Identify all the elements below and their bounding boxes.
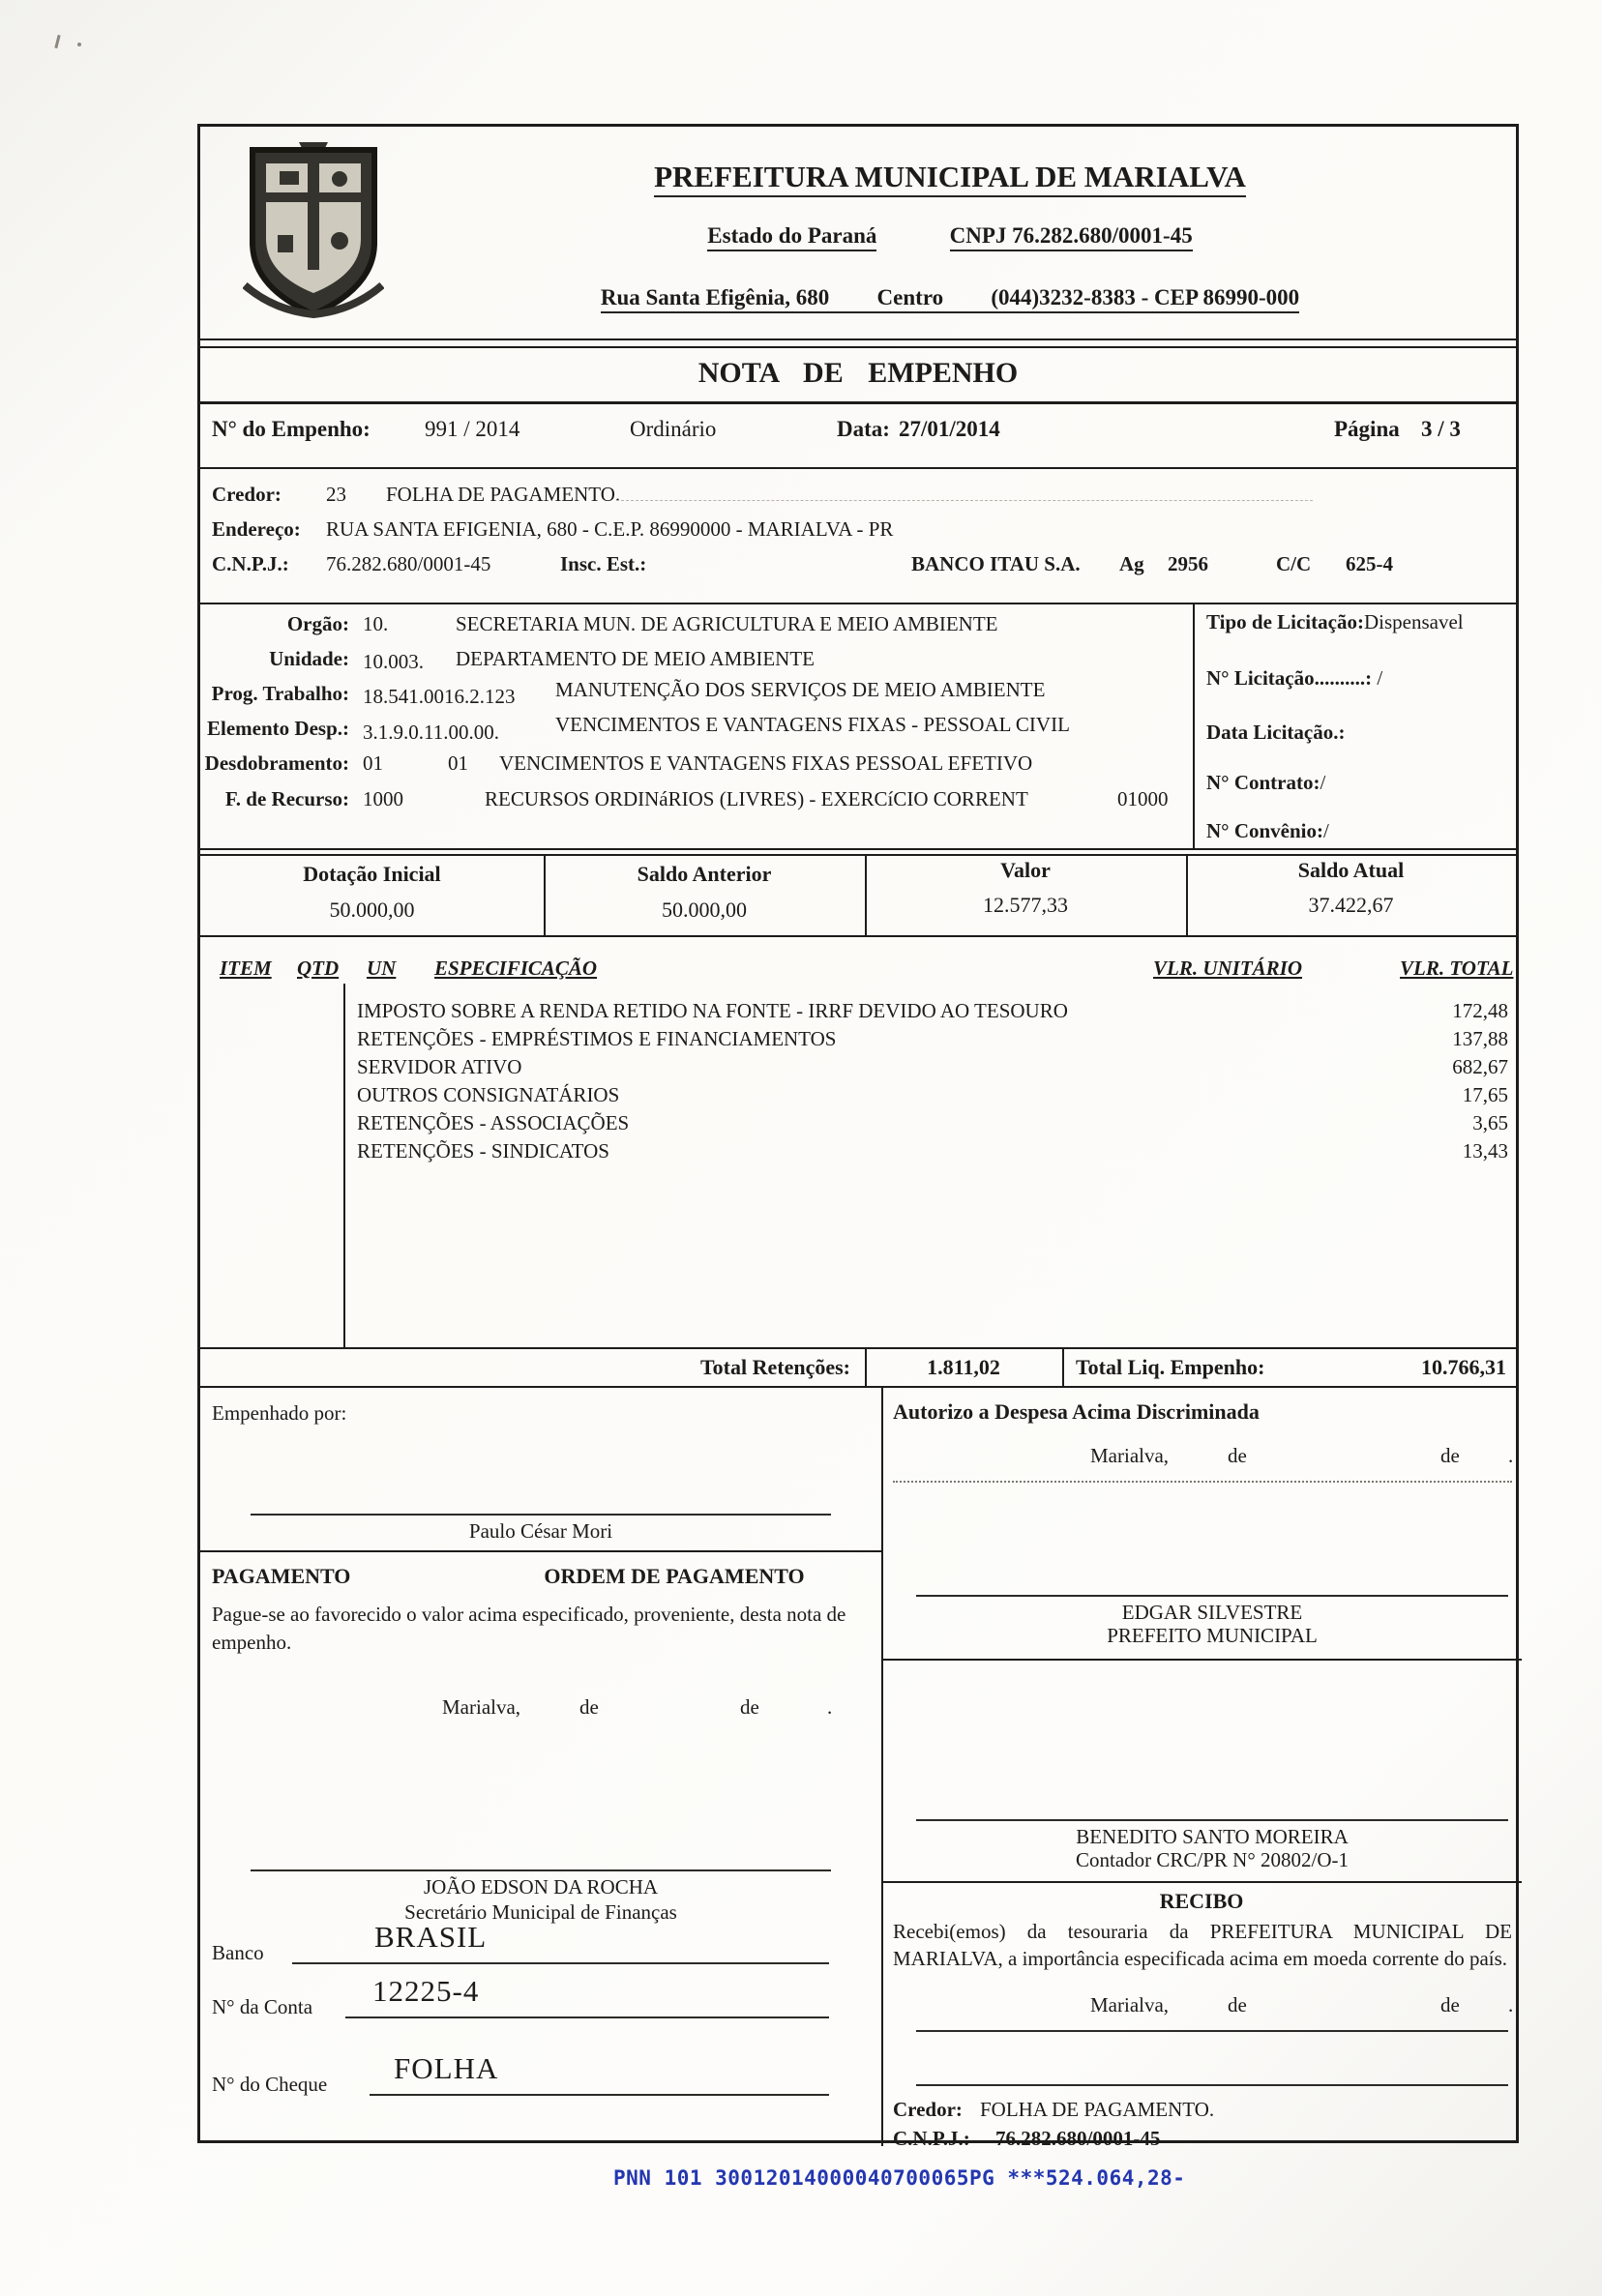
recibo-titulo: RECIBO xyxy=(1159,1889,1244,1913)
empenho-pagina-label: Página xyxy=(1334,417,1400,441)
item-vlr-total: 3,65 xyxy=(1472,1111,1508,1134)
saldos-valor-atual: 37.422,67 xyxy=(1308,893,1394,917)
desdobramento-codigo: 01 xyxy=(363,751,383,775)
coat-of-arms-graphic xyxy=(243,140,384,318)
licitacao-numero-row xyxy=(1206,666,1382,691)
header-district: Centro xyxy=(876,285,944,309)
cnpj-valor: 76.282.680/0001-45 xyxy=(326,552,491,575)
recibo-credor-valor: FOLHA DE PAGAMENTO. xyxy=(980,2098,1215,2121)
recurso-codigo: 1000 xyxy=(363,787,403,810)
licitacao-tipo-row xyxy=(1206,610,1464,634)
signature-line xyxy=(916,2030,1508,2032)
credor-nome: FOLHA DE PAGAMENTO. xyxy=(386,483,621,506)
header-address: Rua Santa Efigênia, 680 xyxy=(600,285,830,309)
secretario-nome: JOÃO EDSON DA ROCHA xyxy=(423,1875,659,1899)
cheque-valor-datilografado: FOLHA xyxy=(394,2051,499,2085)
saldos-header-dotacao: Dotação Inicial xyxy=(303,862,441,886)
pagamento-local: Marialva, xyxy=(442,1695,521,1719)
convenio-row xyxy=(1206,819,1329,843)
prefeito-cargo: PREFEITO MUNICIPAL xyxy=(1107,1624,1318,1647)
agencia-label: Ag xyxy=(1119,552,1144,575)
divider xyxy=(343,984,345,1347)
unidade-label: Unidade: xyxy=(269,647,349,670)
cnpj-label: C.N.P.J.: xyxy=(212,552,289,575)
itens-header-especificacao: ESPECIFICAÇÃO xyxy=(434,957,598,980)
item-vlr-total: 137,88 xyxy=(1452,1027,1508,1050)
nota-empenho-form xyxy=(197,124,1519,2150)
signature-line xyxy=(916,1595,1508,1597)
item-especificacao: RETENÇÕES - SINDICATOS xyxy=(357,1139,609,1163)
elemento-desp-descricao: VENCIMENTOS E VANTAGENS FIXAS - PESSOAL CIVIL xyxy=(555,713,1070,736)
header-cnpj: CNPJ 76.282.680/0001-45 xyxy=(950,223,1193,251)
cheque-label: N° do Cheque xyxy=(212,2073,328,2096)
total-liquido-label: Total Liq. Empenho: xyxy=(1076,1355,1265,1379)
empenho-tipo: Ordinário xyxy=(630,417,717,441)
divider xyxy=(200,346,1516,348)
empenho-data-label: Data: xyxy=(837,417,890,441)
signature-line xyxy=(251,1869,831,1871)
saldos-valor-anterior: 50.000,00 xyxy=(662,898,747,922)
empenho-data: 27/01/2014 xyxy=(899,417,1000,441)
contrato-label: N° Contrato: xyxy=(1206,771,1320,794)
contrato-valor: / xyxy=(1320,771,1326,794)
endereco-valor: RUA SANTA EFIGENIA, 680 - C.E.P. 86990000 - MARIALVA - PR xyxy=(326,517,894,541)
elemento-desp-label: Elemento Desp.: xyxy=(207,717,349,740)
header-line-2 xyxy=(403,223,1497,249)
unidade-codigo: 10.003. xyxy=(363,650,424,673)
recibo-credor-label: Credor: xyxy=(893,2098,963,2121)
empenhado-assinatura-nome: Paulo César Mori xyxy=(468,1519,613,1543)
dotted-line xyxy=(893,1481,1512,1483)
unidade-descricao: DEPARTAMENTO DE MEIO AMBIENTE xyxy=(456,647,815,670)
convenio-label: N° Convênio: xyxy=(1206,819,1323,842)
prog-trabalho-descricao: MANUTENÇÃO DOS SERVIÇOS DE MEIO AMBIENTE xyxy=(555,678,1046,701)
recibo-de-1: de xyxy=(1228,1993,1247,2016)
recibo-de-2: de xyxy=(1440,1993,1460,2016)
orgao-label: Orgão: xyxy=(286,612,349,635)
credor-label: Credor: xyxy=(212,483,282,506)
divider xyxy=(1062,1347,1064,1388)
conta-label: N° da Conta xyxy=(212,1995,313,2018)
recibo-cnpj-label: C.N.P.J.: xyxy=(893,2127,970,2150)
conta-line xyxy=(345,2016,829,2018)
cheque-line xyxy=(370,2094,829,2096)
item-vlr-total: 13,43 xyxy=(1462,1139,1508,1163)
ordem-pagamento-titulo: ORDEM DE PAGAMENTO xyxy=(544,1564,805,1588)
endereco-label: Endereço: xyxy=(212,517,301,541)
item-especificacao: RETENÇÕES - EMPRÉSTIMOS E FINANCIAMENTOS xyxy=(357,1027,837,1050)
recibo-cnpj-valor: 76.282.680/0001-45 xyxy=(995,2127,1161,2150)
coat-of-arms-logo xyxy=(243,140,384,318)
scan-artifact-dot xyxy=(77,43,81,46)
cc-valor: 625-4 xyxy=(1346,552,1393,575)
licitacao-data-row xyxy=(1206,721,1345,745)
recibo-ponto: . xyxy=(1508,1993,1514,2016)
doc-title: NOTA DE EMPENHO xyxy=(697,357,1019,389)
prog-trabalho-label: Prog. Trabalho: xyxy=(211,682,349,705)
item-especificacao: SERVIDOR ATIVO xyxy=(357,1055,522,1078)
recurso-descricao: RECURSOS ORDINáRIOS (LIVRES) - EXERCíCIO CORRENT xyxy=(485,787,1028,810)
autorizo-ponto: . xyxy=(1508,1444,1514,1467)
conta-valor-datilografado: 12225-4 xyxy=(372,1974,480,2008)
licitacao-tipo-valor: Dispensavel xyxy=(1363,610,1464,633)
licitacao-numero-label: N° Licitação..........: xyxy=(1206,666,1373,690)
convenio-valor: / xyxy=(1323,819,1329,842)
saldos-valor-valor: 12.577,33 xyxy=(983,893,1068,917)
banco-nome: BANCO ITAU S.A. xyxy=(911,552,1081,575)
item-vlr-total: 172,48 xyxy=(1452,999,1508,1022)
saldos-valor-dotacao: 50.000,00 xyxy=(329,898,415,922)
orgao-descricao: SECRETARIA MUN. DE AGRICULTURA E MEIO AMBIENTE xyxy=(456,612,998,635)
total-liquido-valor: 10.766,31 xyxy=(1421,1355,1506,1379)
header-phone-cep: (044)3232-8383 - CEP 86990-000 xyxy=(991,285,1300,309)
empenho-pagina: 3 / 3 xyxy=(1421,417,1461,441)
pagamento-de-1: de xyxy=(579,1695,599,1719)
desdobramento-label: Desdobramento: xyxy=(204,751,349,775)
secretario-cargo: Secretário Municipal de Finanças xyxy=(404,1900,677,1924)
dot-matrix-control-code: PNN 101 30012014000040700065PG ***524.064,28- xyxy=(613,2166,1186,2190)
licitacao-tipo-label: Tipo de Licitação: xyxy=(1206,610,1364,633)
saldos-header-anterior: Saldo Anterior xyxy=(637,862,772,886)
divider xyxy=(881,1388,883,2146)
licitacao-numero-valor: / xyxy=(1372,666,1383,690)
item-especificacao: RETENÇÕES - ASSOCIAÇÕES xyxy=(357,1111,630,1134)
elemento-desp-codigo: 3.1.9.0.11.00.00. xyxy=(363,721,499,744)
itens-header-qtd: QTD xyxy=(297,957,340,980)
itens-header-vlr-total: VLR. TOTAL xyxy=(1400,957,1514,980)
saldos-header-atual: Saldo Atual xyxy=(1297,858,1405,882)
banco-label: Banco xyxy=(212,1941,264,1964)
divider xyxy=(881,1659,1522,1661)
item-especificacao: OUTROS CONSIGNATÁRIOS xyxy=(357,1083,620,1106)
pagamento-ponto: . xyxy=(827,1695,833,1719)
empenho-numero: 991 / 2014 xyxy=(425,417,520,441)
desdobramento-descricao: VENCIMENTOS E VANTAGENS FIXAS PESSOAL EFETIVO xyxy=(499,751,1033,775)
credor-codigo: 23 xyxy=(326,483,346,506)
autorizo-de-1: de xyxy=(1228,1444,1247,1467)
contador-cargo: Contador CRC/PR N° 20802/O-1 xyxy=(1075,1848,1349,1871)
item-especificacao: IMPOSTO SOBRE A RENDA RETIDO NA FONTE - IRRF DEVIDO AO TESOURO xyxy=(357,999,1068,1022)
item-vlr-total: 682,67 xyxy=(1452,1055,1508,1078)
agencia-valor: 2956 xyxy=(1168,552,1208,575)
municipality-title: PREFEITURA MUNICIPAL DE MARIALVA xyxy=(654,160,1246,197)
divider xyxy=(881,1881,1522,1883)
contador-nome: BENEDITO SANTO MOREIRA xyxy=(1076,1825,1349,1848)
autorizo-de-2: de xyxy=(1440,1444,1460,1467)
banco-line xyxy=(292,1962,829,1964)
empenho-numero-label: N° do Empenho: xyxy=(212,417,371,441)
recibo-texto: Recebi(emos) da tesouraria da PREFEITURA MUNICIPAL DE MARIALVA, a importância especificada acima em moeda corrente do país. xyxy=(893,1920,1512,1971)
autorizo-titulo: Autorizo a Despesa Acima Discriminada xyxy=(893,1399,1260,1424)
header-address-underline xyxy=(601,286,1299,313)
divider xyxy=(1193,603,1195,850)
signature-line xyxy=(916,2084,1508,2086)
recurso-label: F. de Recurso: xyxy=(224,787,349,810)
licitacao-data-label: Data Licitação.: xyxy=(1206,721,1346,744)
total-retencoes-label: Total Retenções: xyxy=(700,1355,850,1379)
signature-line xyxy=(251,1514,831,1516)
prog-trabalho-codigo: 18.541.0016.2.123 xyxy=(363,685,516,708)
divider xyxy=(200,467,1516,469)
total-retencoes-valor: 1.811,02 xyxy=(927,1355,1000,1379)
insc-est-label: Insc. Est.: xyxy=(560,552,647,575)
itens-header-item: ITEM xyxy=(220,957,272,980)
prefeito-nome: EDGAR SILVESTRE xyxy=(1121,1601,1303,1624)
recurso-codigo-extra: 01000 xyxy=(1117,787,1169,810)
scan-artifact-line xyxy=(616,500,1313,501)
orgao-codigo: 10. xyxy=(363,612,389,635)
pagamento-titulo: PAGAMENTO xyxy=(212,1564,351,1588)
scan-artifact-mark xyxy=(54,35,60,48)
itens-header-un: UN xyxy=(367,957,397,980)
contrato-row xyxy=(1206,771,1325,795)
saldos-header-valor: Valor xyxy=(1000,858,1051,882)
divider xyxy=(200,1550,881,1552)
pagamento-de-2: de xyxy=(740,1695,759,1719)
recibo-local: Marialva, xyxy=(1090,1993,1170,2016)
divider xyxy=(200,401,1516,404)
state-name: Estado do Paraná xyxy=(707,223,876,251)
itens-header-vlr-unitario: VLR. UNITÁRIO xyxy=(1153,957,1303,980)
autorizo-local: Marialva, xyxy=(1090,1444,1170,1467)
signature-line xyxy=(916,1819,1508,1821)
item-vlr-total: 17,65 xyxy=(1462,1083,1508,1106)
banco-valor-datilografado: BRASIL xyxy=(374,1920,488,1954)
header-line-3 xyxy=(403,285,1497,310)
desdobramento-codigo2: 01 xyxy=(448,751,468,775)
header-title-row xyxy=(403,160,1497,194)
pagamento-texto: Pague-se ao favorecido o valor acima especificado, proveniente, desta nota de empenho. xyxy=(212,1603,846,1655)
empenhado-por-label: Empenhado por: xyxy=(212,1401,347,1425)
cc-label: C/C xyxy=(1276,552,1312,575)
divider xyxy=(200,339,1516,340)
